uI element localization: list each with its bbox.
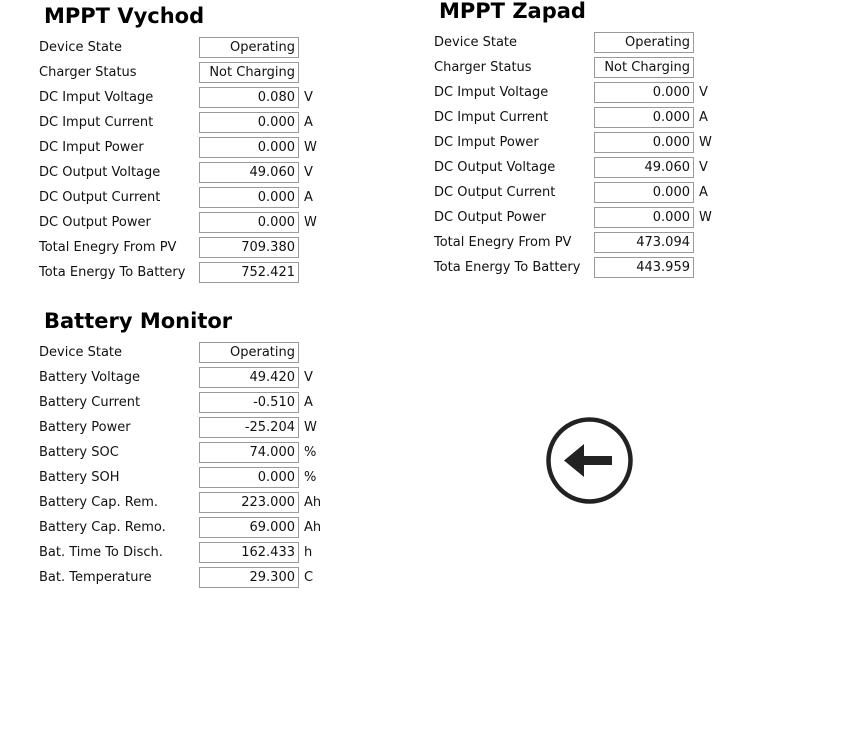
battery-voltage-unit: V	[304, 370, 313, 385]
battery-soh-label: Battery SOH	[39, 470, 120, 485]
dc-input-voltage-unit: V	[699, 85, 708, 100]
dc-input-power-label: DC Imput Power	[39, 140, 144, 155]
dc-input-current-label: DC Imput Current	[39, 115, 154, 130]
battery-current-label: Battery Current	[39, 395, 141, 410]
time-to-discharge-label: Bat. Time To Disch.	[39, 545, 163, 560]
dc-input-power-value: 0.000	[594, 132, 694, 153]
battery-power-value: -25.204	[199, 417, 299, 438]
battery-temperature-value: 29.300	[199, 567, 299, 588]
dc-input-voltage-value: 0.080	[199, 87, 299, 108]
charger-status-value: Not Charging	[594, 57, 694, 78]
charger-status-value: Not Charging	[199, 62, 299, 83]
dc-output-power-unit: W	[304, 215, 317, 230]
battery-soh-value: 0.000	[199, 467, 299, 488]
dc-input-current-value: 0.000	[594, 107, 694, 128]
battery-current-unit: A	[304, 395, 313, 410]
battery-cap-rem-value: 223.000	[199, 492, 299, 513]
dc-input-current-value: 0.000	[199, 112, 299, 133]
battery-soc-unit: %	[304, 445, 317, 460]
dc-output-current-label: DC Output Current	[39, 190, 161, 205]
device-state-value: Operating	[199, 342, 299, 363]
battery-cap-rem-unit: Ah	[304, 495, 322, 510]
charger-status-label: Charger Status	[39, 65, 137, 80]
dc-output-voltage-value: 49.060	[594, 157, 694, 178]
total-energy-to-battery-label: Tota Energy To Battery	[434, 260, 581, 275]
battery-soc-value: 74.000	[199, 442, 299, 463]
device-state-value: Operating	[199, 37, 299, 58]
battery-cap-rem-label: Battery Cap. Rem.	[39, 495, 159, 510]
total-energy-to-battery-label: Tota Energy To Battery	[39, 265, 186, 280]
device-state-label: Device State	[434, 35, 518, 50]
device-state-value: Operating	[594, 32, 694, 53]
dc-output-current-label: DC Output Current	[434, 185, 556, 200]
dc-output-power-label: DC Output Power	[434, 210, 546, 225]
time-to-discharge-value: 162.433	[199, 542, 299, 563]
battery-power-unit: W	[304, 420, 317, 435]
dc-input-power-label: DC Imput Power	[434, 135, 539, 150]
dc-output-current-value: 0.000	[594, 182, 694, 203]
mppt-zapad-title: MPPT Zapad	[439, 0, 586, 23]
battery-temperature-unit: C	[304, 570, 314, 585]
dc-output-current-unit: A	[699, 185, 708, 200]
arrow-left-circle-icon	[546, 417, 633, 504]
dc-input-voltage-value: 0.000	[594, 82, 694, 103]
back-button[interactable]	[546, 417, 633, 504]
dc-output-voltage-unit: V	[699, 160, 708, 175]
dc-output-voltage-label: DC Output Voltage	[39, 165, 161, 180]
dc-output-power-label: DC Output Power	[39, 215, 151, 230]
battery-power-label: Battery Power	[39, 420, 131, 435]
battery-soh-unit: %	[304, 470, 317, 485]
total-energy-from-pv-label: Total Enegry From PV	[39, 240, 177, 255]
battery-cap-remo-unit: Ah	[304, 520, 322, 535]
battery-temperature-label: Bat. Temperature	[39, 570, 152, 585]
dc-input-current-unit: A	[699, 110, 708, 125]
battery-monitor-title: Battery Monitor	[44, 309, 233, 333]
dc-output-voltage-label: DC Output Voltage	[434, 160, 556, 175]
mppt-vychod-title: MPPT Vychod	[44, 4, 205, 28]
dc-output-power-unit: W	[699, 210, 712, 225]
dc-output-current-unit: A	[304, 190, 313, 205]
dc-input-current-label: DC Imput Current	[434, 110, 549, 125]
device-state-label: Device State	[39, 345, 123, 360]
battery-soc-label: Battery SOC	[39, 445, 119, 460]
dc-input-power-unit: W	[304, 140, 317, 155]
dc-input-power-value: 0.000	[199, 137, 299, 158]
dc-input-voltage-label: DC Imput Voltage	[434, 85, 549, 100]
total-energy-to-battery-value: 443.959	[594, 257, 694, 278]
battery-current-value: -0.510	[199, 392, 299, 413]
total-energy-from-pv-value: 709.380	[199, 237, 299, 258]
dc-output-voltage-unit: V	[304, 165, 313, 180]
battery-cap-remo-value: 69.000	[199, 517, 299, 538]
device-state-label: Device State	[39, 40, 123, 55]
dc-output-power-value: 0.000	[199, 212, 299, 233]
charger-status-label: Charger Status	[434, 60, 532, 75]
total-energy-to-battery-value: 752.421	[199, 262, 299, 283]
dc-output-power-value: 0.000	[594, 207, 694, 228]
dc-output-voltage-value: 49.060	[199, 162, 299, 183]
battery-voltage-label: Battery Voltage	[39, 370, 141, 385]
dc-output-current-value: 0.000	[199, 187, 299, 208]
battery-voltage-value: 49.420	[199, 367, 299, 388]
dc-input-voltage-unit: V	[304, 90, 313, 105]
dc-input-voltage-label: DC Imput Voltage	[39, 90, 154, 105]
time-to-discharge-unit: h	[304, 545, 313, 560]
battery-cap-remo-label: Battery Cap. Remo.	[39, 520, 166, 535]
dc-input-power-unit: W	[699, 135, 712, 150]
total-energy-from-pv-label: Total Enegry From PV	[434, 235, 572, 250]
dc-input-current-unit: A	[304, 115, 313, 130]
total-energy-from-pv-value: 473.094	[594, 232, 694, 253]
